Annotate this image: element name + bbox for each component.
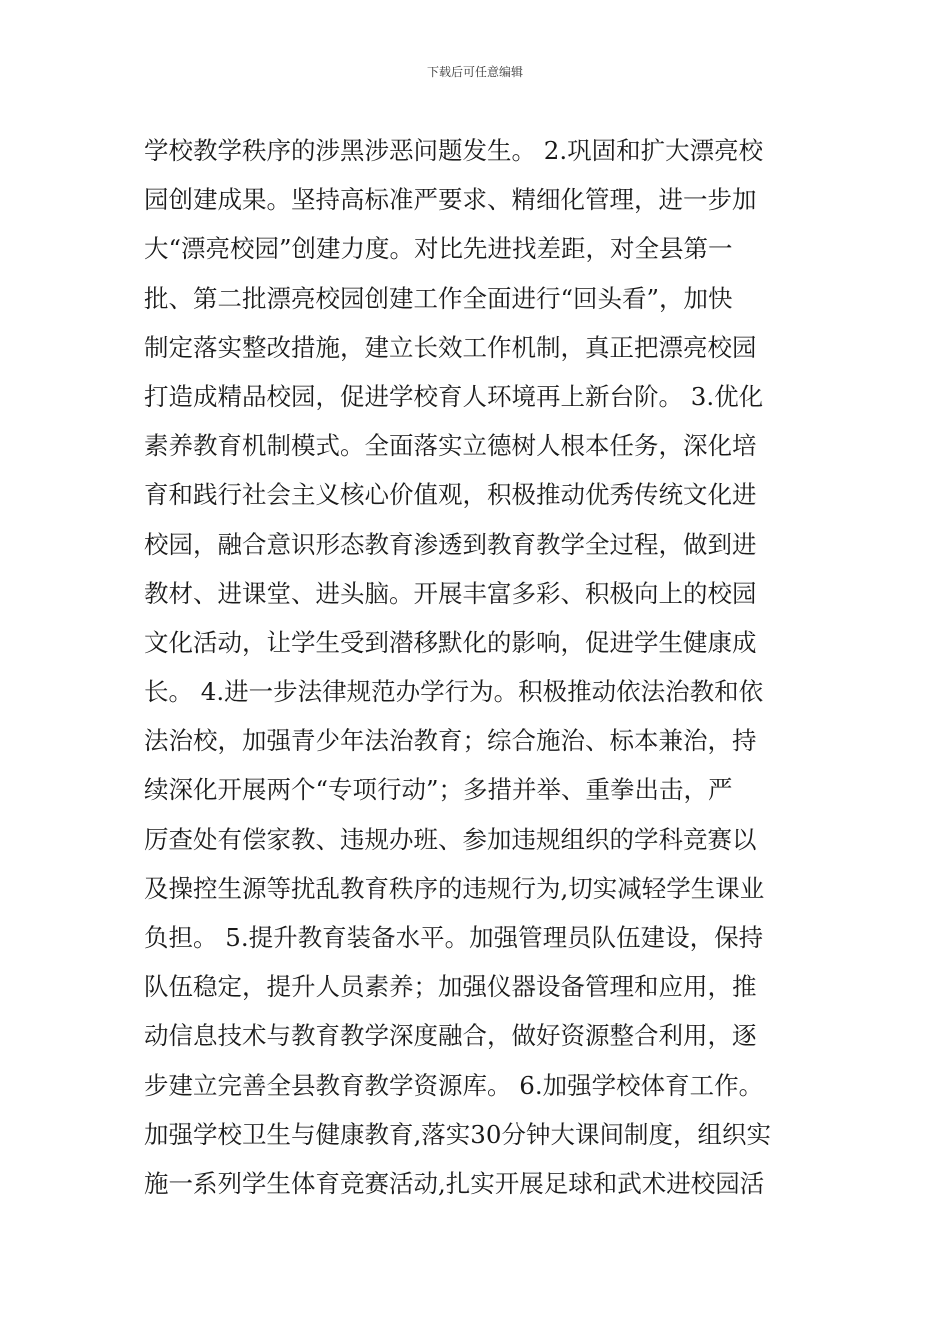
body-line-3: 大“漂亮校园”创建力度。对比先进找差距，对全县第一 [144, 234, 733, 264]
body-line-13: 法治校，加强青少年法治教育；综合施治、标本兼治，持 [144, 726, 757, 756]
body-line-11: 文化活动，让学生受到潜移默化的影响，促进学生健康成 [144, 627, 757, 657]
body-line-22: 施一系列学生体育竞赛活动,扎实开展足球和武术进校园活 [144, 1168, 765, 1198]
body-line-15: 厉查处有偿家教、违规办班、参加违规组织的学科竞赛以 [144, 824, 757, 854]
body-line-4: 批、第二批漂亮校园创建工作全面进行“回头看”，加快 [144, 283, 733, 313]
document-body [144, 126, 814, 1208]
body-line-6: 打造成精品校园，促进学校育人环境再上新台阶。 3.优化 [144, 381, 764, 411]
body-line-21: 加强学校卫生与健康教育,落实30分钟大课间制度，组织实 [144, 1119, 771, 1149]
body-line-19: 动信息技术与教育教学深度融合，做好资源整合利用，逐 [144, 1021, 757, 1051]
body-line-20: 步建立完善全县教育教学资源库。 6.加强学校体育工作。 [144, 1070, 764, 1100]
body-line-10: 教材、进课堂、进头脑。开展丰富多彩、积极向上的校园 [144, 578, 757, 608]
body-line-1: 学校教学秩序的涉黑涉恶问题发生。 2.巩固和扩大漂亮校 [144, 136, 764, 165]
body-line-16: 及操控生源等扰乱教育秩序的违规行为,切实减轻学生课业 [144, 873, 765, 903]
body-line-8: 育和践行社会主义核心价值观，积极推动优秀传统文化进 [144, 480, 757, 510]
body-line-2: 园创建成果。坚持高标准严要求、精细化管理，进一步加 [144, 185, 757, 215]
body-line-14: 续深化开展两个“专项行动”；多措并举、重拳出击，严 [144, 775, 733, 805]
page-header: 下载后可任意编辑 [426, 65, 523, 79]
body-line-9: 校园，融合意识形态教育渗透到教育教学全过程，做到进 [144, 529, 757, 559]
body-line-7: 素养教育机制模式。全面落实立德树人根本任务，深化培 [144, 431, 757, 461]
body-line-18: 队伍稳定，提升人员素养；加强仪器设备管理和应用，推 [144, 972, 757, 1002]
body-line-5: 制定落实整改措施，建立长效工作机制，真正把漂亮校园 [144, 332, 757, 362]
body-line-17: 负担。 5.提升教育装备水平。加强管理员队伍建设，保持 [144, 923, 764, 952]
body-line-12: 长。 4.进一步法律规范办学行为。积极推动依法治教和依 [144, 677, 764, 707]
